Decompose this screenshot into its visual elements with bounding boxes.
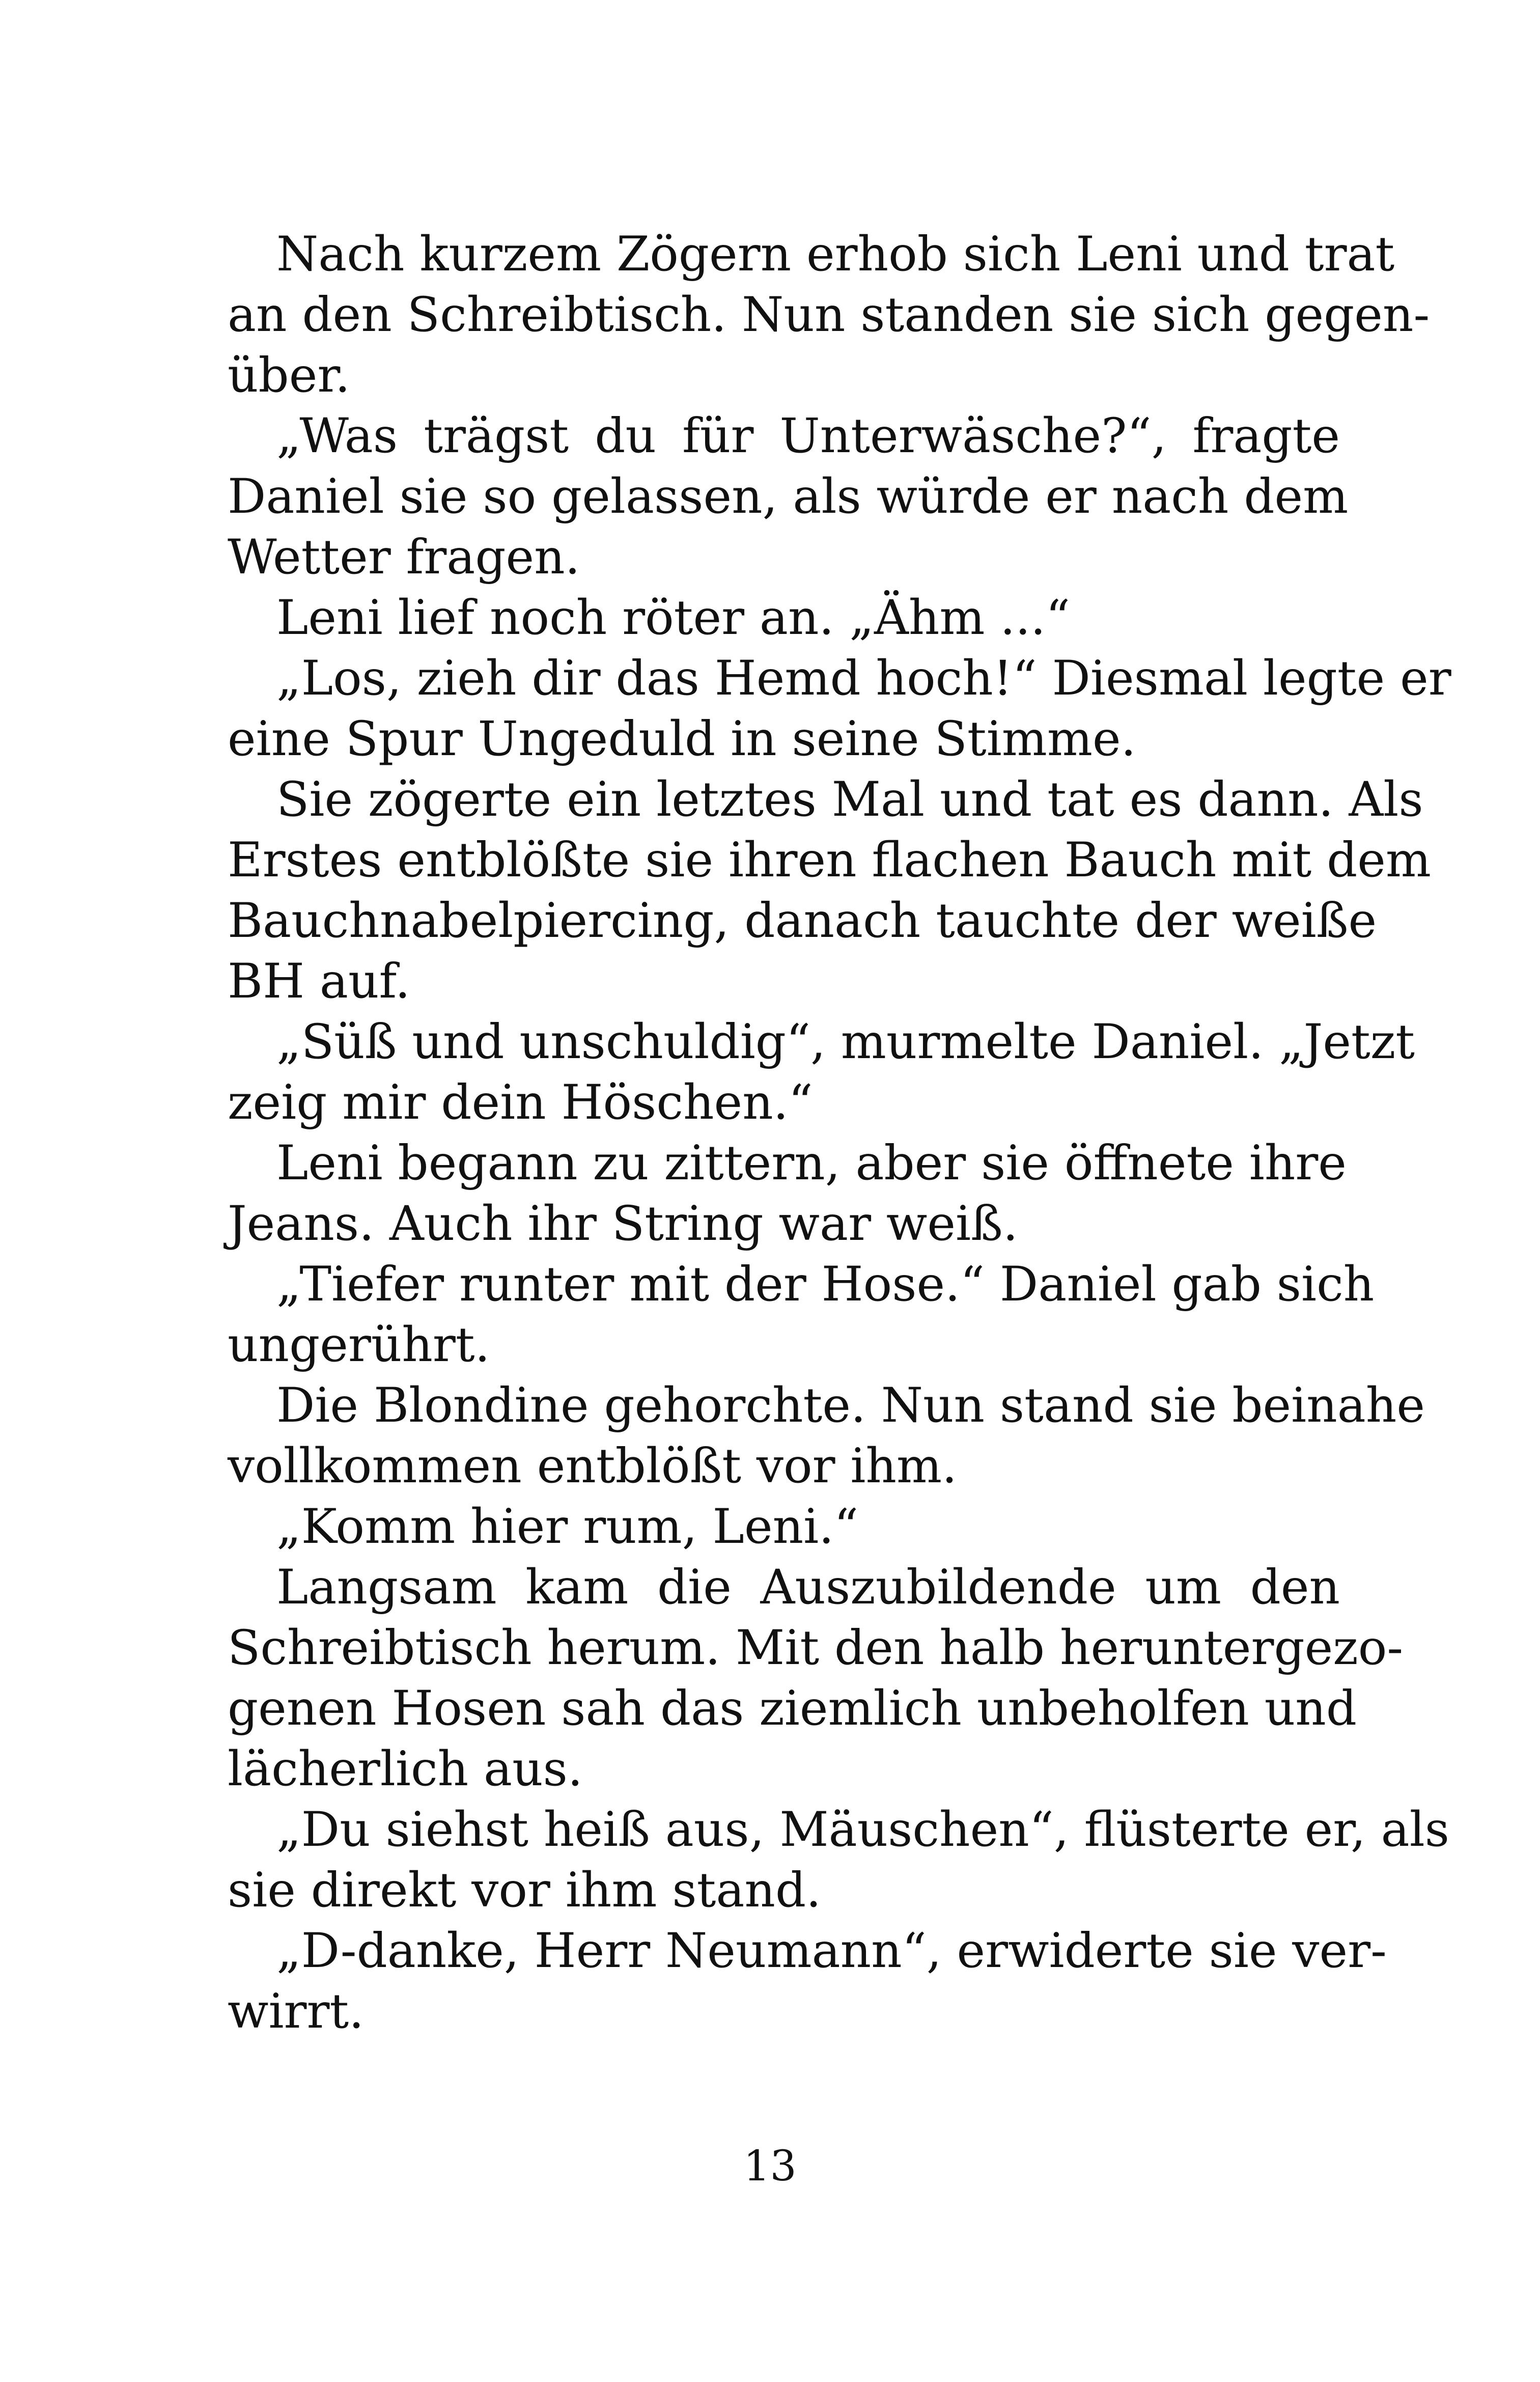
- text-line: Erstes entblößte sie ihren flachen Bauch mit dem: [228, 833, 1432, 888]
- text-line: Leni lief noch röter an. „Ähm ...“: [276, 590, 1071, 646]
- text-line: lächerlich aus.: [228, 1741, 583, 1797]
- text-line: eine Spur Ungeduld in seine Stimme.: [228, 711, 1136, 767]
- text-line: genen Hosen sah das ziemlich unbeholfen und: [228, 1681, 1357, 1736]
- text-line: zeig mir dein Höschen.“: [228, 1075, 813, 1130]
- text-line: „D-danke, Herr Neumann“, erwiderte sie ver-: [276, 1923, 1387, 1979]
- text-line: Wetter fragen.: [228, 530, 580, 585]
- text-line: an den Schreibtisch. Nun standen sie sich gegen-: [228, 287, 1430, 343]
- text-line: vollkommen entblößt vor ihm.: [228, 1438, 958, 1494]
- text-line: „Los, zieh dir das Hemd hoch!“ Diesmal legte er: [276, 651, 1451, 706]
- text-line: Bauchnabelpiercing, danach tauchte der weiße: [228, 893, 1377, 949]
- text-line: „Tiefer runter mit der Hose.“ Daniel gab sich: [276, 1257, 1375, 1312]
- text-line: ungerührt.: [228, 1317, 490, 1373]
- text-line: sie direkt vor ihm stand.: [228, 1863, 822, 1918]
- text-line: Daniel sie so gelassen, als würde er nach dem: [228, 469, 1349, 524]
- text-line: „Komm hier rum, Leni.“: [276, 1499, 859, 1555]
- text-line: „Was trägst du für Unterwäsche?“, fragte: [276, 408, 1340, 464]
- text-line: Nach kurzem Zögern erhob sich Leni und trat: [276, 227, 1395, 282]
- text-line: Jeans. Auch ihr String war weiß.: [228, 1196, 1018, 1252]
- text-line: Sie zögerte ein letztes Mal und tat es dann. Als: [276, 772, 1423, 827]
- page-number: 13: [743, 2142, 797, 2191]
- text-line: Schreibtisch herum. Mit den halb heruntergezo-: [228, 1620, 1404, 1676]
- text-line: BH auf.: [228, 954, 410, 1009]
- text-line: Langsam kam die Auszubildende um den: [276, 1560, 1340, 1615]
- text-line: Leni begann zu zittern, aber sie öffnete ihre: [276, 1135, 1347, 1191]
- text-line: wirrt.: [228, 1984, 365, 2039]
- text-line: über.: [228, 348, 350, 403]
- text-line: Die Blondine gehorchte. Nun stand sie beinahe: [276, 1378, 1425, 1433]
- text-line: „Süß und unschuldig“, murmelte Daniel. „Jetzt: [276, 1014, 1415, 1070]
- body-text: [228, 224, 1451, 2042]
- text-line: „Du siehst heiß aus, Mäuschen“, flüsterte er, als: [276, 1802, 1450, 1858]
